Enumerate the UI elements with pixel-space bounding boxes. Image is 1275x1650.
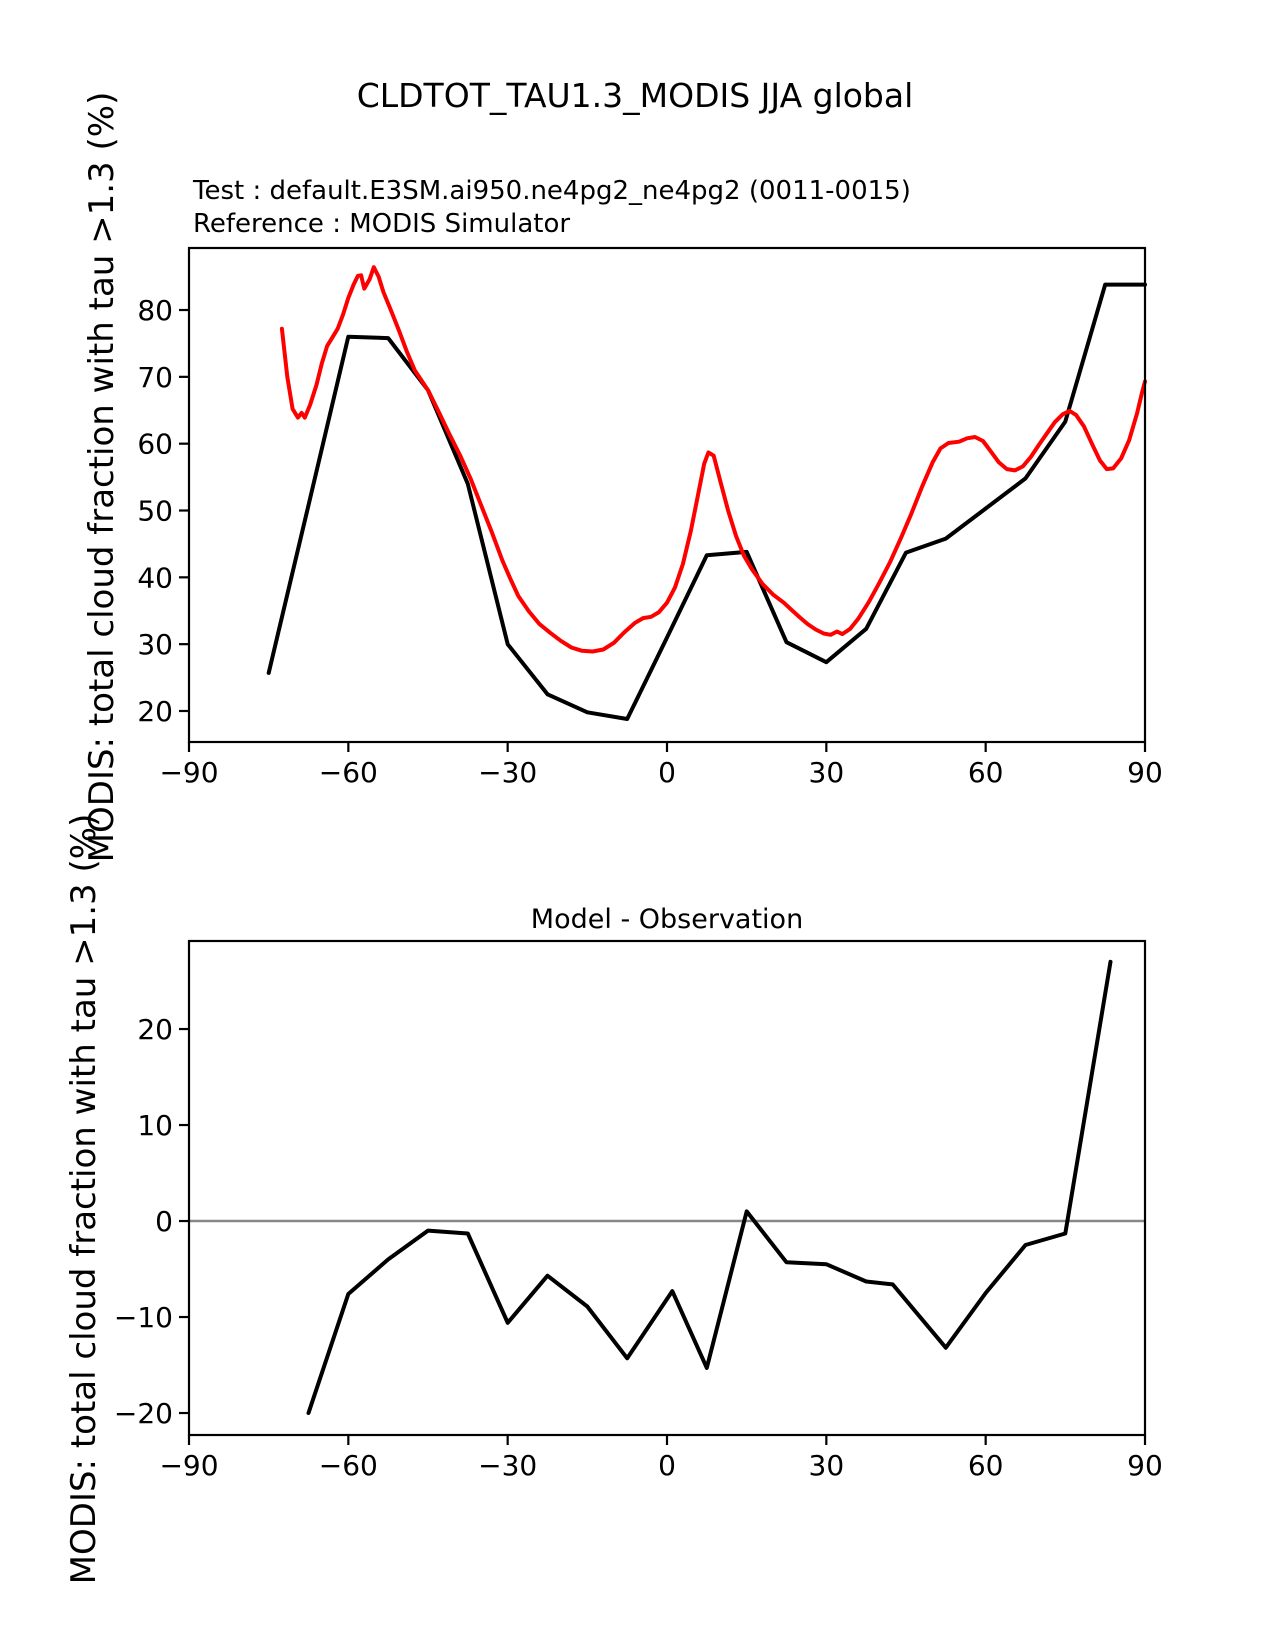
x-tick-label: 90 [1127, 1449, 1163, 1482]
y-tick-label: 10 [137, 1109, 173, 1143]
y-tick-label: 0 [155, 1205, 173, 1239]
x-tick-label: 30 [808, 1449, 845, 1482]
y-tick-label: 20 [137, 694, 173, 728]
y-tick-label: 20 [137, 1013, 173, 1047]
x-tick-label: 60 [967, 1449, 1004, 1482]
y-tick-label: 50 [137, 494, 173, 528]
y-tick-label: 60 [137, 427, 173, 461]
x-tick-label: 60 [967, 756, 1004, 789]
x-tick-label: 90 [1127, 756, 1163, 789]
series-line-1 [282, 267, 1145, 651]
x-tick-label: 0 [658, 1449, 676, 1482]
x-tick-label: −90 [159, 756, 219, 789]
difference-plot [114, 941, 1163, 1482]
figure-title: CLDTOT_TAU1.3_MODIS JJA global [356, 76, 914, 115]
y-tick-label: −10 [113, 1301, 173, 1335]
y-tick-label: 70 [137, 360, 173, 394]
difference-plot-title: Model - Observation [530, 904, 804, 935]
test-run-label: Test : default.E3SM.ai950.ne4pg2_ne4pg2 (0011-0015) [193, 176, 911, 206]
top-plot [137, 248, 1162, 789]
y-tick-label: 30 [137, 628, 173, 662]
x-tick-label: 30 [808, 756, 845, 789]
x-tick-label: −30 [478, 1449, 538, 1482]
x-tick-label: 0 [658, 756, 676, 789]
x-tick-label: −60 [318, 756, 378, 789]
reference-label: Reference : MODIS Simulator [193, 209, 571, 239]
y-tick-label: −20 [113, 1397, 173, 1431]
x-tick-label: −30 [478, 756, 538, 789]
plot-frame [189, 941, 1145, 1435]
y-axis-label-bottom: MODIS: total cloud fraction with tau >1.3 (%) [64, 813, 104, 1585]
y-tick-label: 80 [137, 294, 173, 328]
x-tick-label: −60 [318, 1449, 378, 1482]
x-tick-label: −90 [159, 1449, 219, 1482]
series-line-0 [309, 962, 1111, 1413]
y-tick-label: 40 [137, 561, 173, 595]
y-axis-label-top: MODIS: total cloud fraction with tau >1.3 (%) [82, 91, 122, 863]
series-line-0 [269, 285, 1145, 719]
